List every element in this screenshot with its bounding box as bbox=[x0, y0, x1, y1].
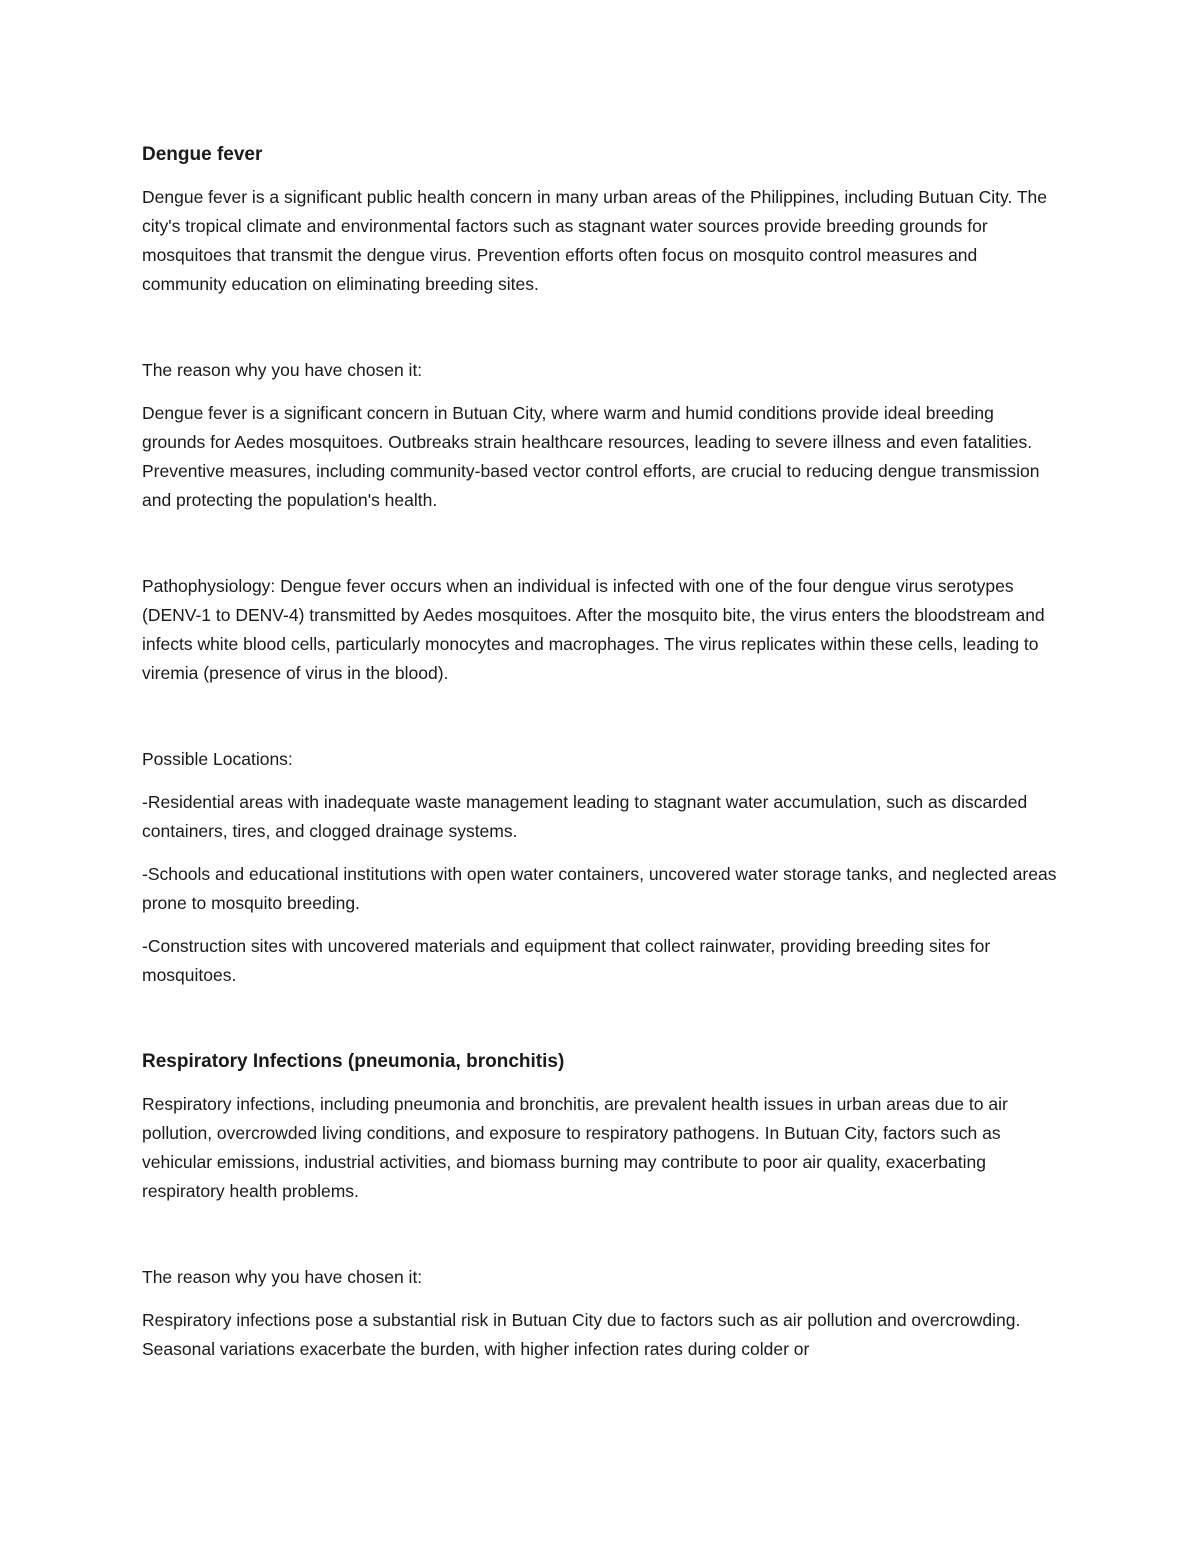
location-item: -Residential areas with inadequate waste management leading to stagnant water accumulation, such as discarded containers, tires, and clogged drainage systems. bbox=[142, 792, 1028, 841]
respiratory-reason-paragraph: Respiratory infections pose a substantial risk in Butuan City due to factors such as air pollution and overcrowding. Seasonal variations exacerbate the burden, with higher infection rates during colder or bbox=[142, 1310, 1021, 1359]
section-heading-dengue: Dengue fever bbox=[142, 144, 263, 165]
location-item: -Construction sites with uncovered materials and equipment that collect rainwater, providing breeding sites for mosquitoes. bbox=[142, 936, 991, 985]
respiratory-intro-paragraph: Respiratory infections, including pneumonia and bronchitis, are prevalent health issues in urban areas due to air pollution, overcrowded living conditions, and exposure to respiratory pathogens. In Butuan City, factors such as vehicular emissions, industrial activities, and biomass burning may contribute to poor air quality, exacerbating respiratory health problems. bbox=[142, 1094, 1008, 1201]
section-heading-respiratory: Respiratory Infections (pneumonia, bronchitis) bbox=[142, 1051, 565, 1072]
location-item: -Schools and educational institutions with open water containers, uncovered water storage tanks, and neglected areas prone to mosquito breeding. bbox=[142, 864, 1057, 913]
respiratory-reason-label: The reason why you have chosen it: bbox=[142, 1267, 423, 1287]
dengue-locations-label: Possible Locations: bbox=[142, 749, 293, 769]
dengue-reason-label: The reason why you have chosen it: bbox=[142, 360, 423, 380]
dengue-reason-paragraph: Dengue fever is a significant concern in Butuan City, where warm and humid conditions provide ideal breeding grounds for Aedes mosquitoes. Outbreaks strain healthcare resources, leading to severe illness and even fatalities. Preventive measures, including community-based vector control efforts, are crucial to reducing dengue transmission and protecting the population's health. bbox=[142, 403, 1040, 510]
document-page bbox=[142, 140, 1060, 1378]
dengue-pathophysiology-paragraph: Pathophysiology: Dengue fever occurs when an individual is infected with one of the four dengue virus serotypes (DENV-1 to DENV-4) transmitted by Aedes mosquitoes. After the mosquito bite, the virus enters the bloodstream and infects white blood cells, particularly monocytes and macrophages. The virus replicates within these cells, leading to viremia (presence of virus in the blood). bbox=[142, 576, 1045, 683]
dengue-intro-paragraph: Dengue fever is a significant public health concern in many urban areas of the Philippines, including Butuan City. The city's tropical climate and environmental factors such as stagnant water sources provide breeding grounds for mosquitoes that transmit the dengue virus. Prevention efforts often focus on mosquito control measures and community education on eliminating breeding sites. bbox=[142, 187, 1048, 294]
